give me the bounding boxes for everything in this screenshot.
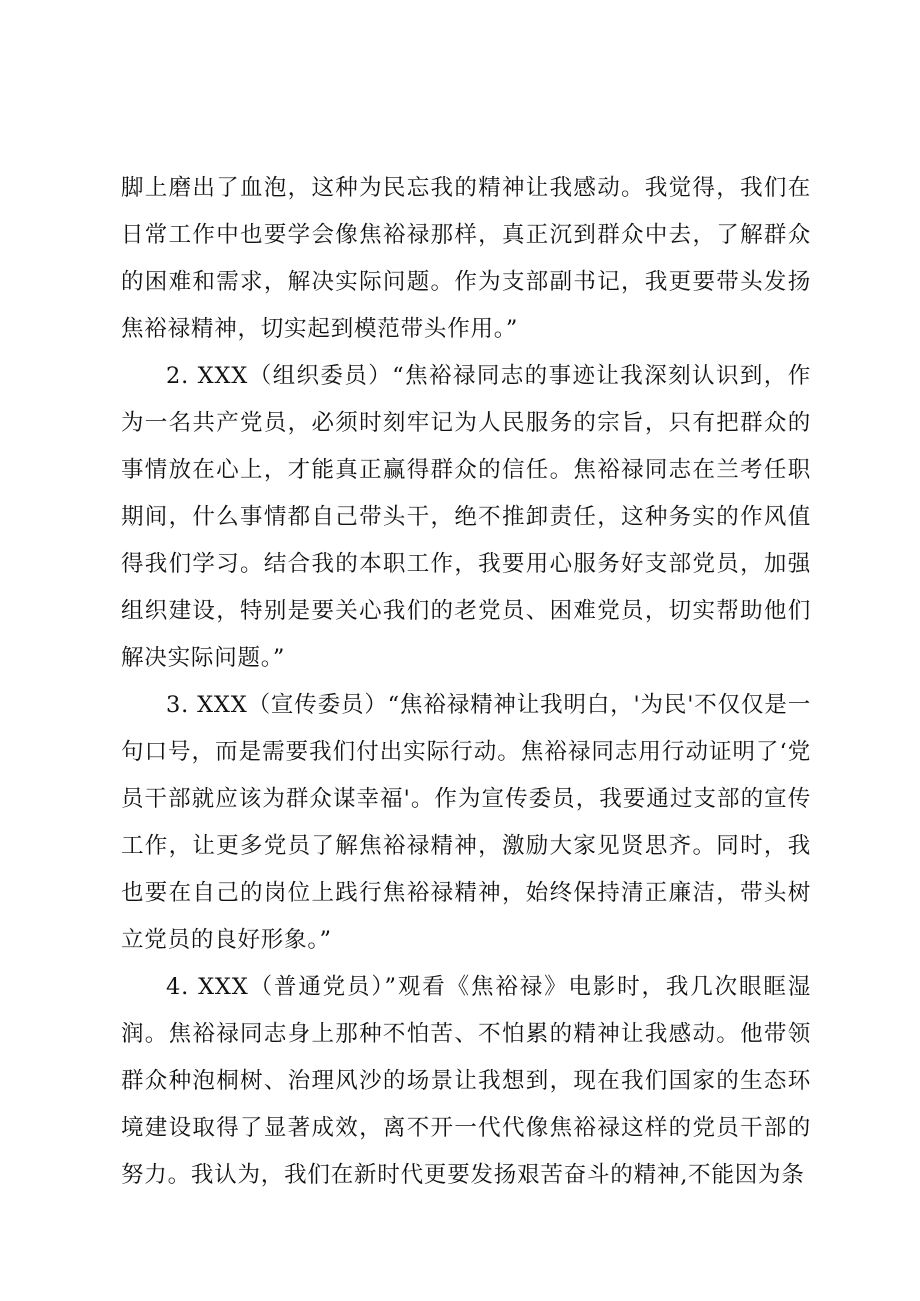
paragraph-organization-member: 2. XXX（组织委员）“焦裕禄同志的事迹让我深刻认识到，作为一名共产党员，必须时刻牢记为人民服务的宗旨，只有把群众的事情放在心上，才能真正赢得群众的信任。焦裕禄同志在兰考任职期间，什么事情都自己带头干，绝不推卸责任，这种务实的作风值得我们学习。结合我的本职工作，我要用心服务好支部党员，加强组织建设，特别是要关心我们的老党员、困难党员，切实帮助他们解决实际问题。” — [121, 363, 811, 671]
document-body — [121, 165, 811, 1199]
paragraph-ordinary-member: 4. XXX（普通党员）”观看《焦裕禄》电影时，我几次眼眶湿润。焦裕禄同志身上那种不怕苦、不怕累的精神让我感动。他带领群众种泡桐树、治理风沙的场景让我想到，现在我们国家的生态环境建设取得了显著成效，离不开一代代像焦裕禄这样的党员干部的努力。我认为，我们在新时代更要发扬艰苦奋斗的精神,不能因为条 — [121, 974, 811, 1188]
paragraph-publicity-member: 3. XXX（宣传委员）“焦裕禄精神让我明白，'为民'不仅仅是一句口号，而是需要我们付出实际行动。焦裕禄同志用行动证明了‘党员干部就应该为群众谋幸福'。作为宣传委员，我要通过支部的宣传工作，让更多党员了解焦裕禄精神，激励大家见贤思齐。同时，我也要在自己的岗位上践行焦裕禄精神，始终保持清正廉洁，带头树立党员的良好形象。” — [121, 692, 811, 953]
paragraph-continuation: 脚上磨出了血泡，这种为民忘我的精神让我感动。我觉得，我们在日常工作中也要学会像焦裕禄那样，真正沉到群众中去，了解群众的困难和需求，解决实际问题。作为支部副书记，我更要带头发扬焦裕禄精神，切实起到模范带头作用。” — [121, 175, 811, 342]
